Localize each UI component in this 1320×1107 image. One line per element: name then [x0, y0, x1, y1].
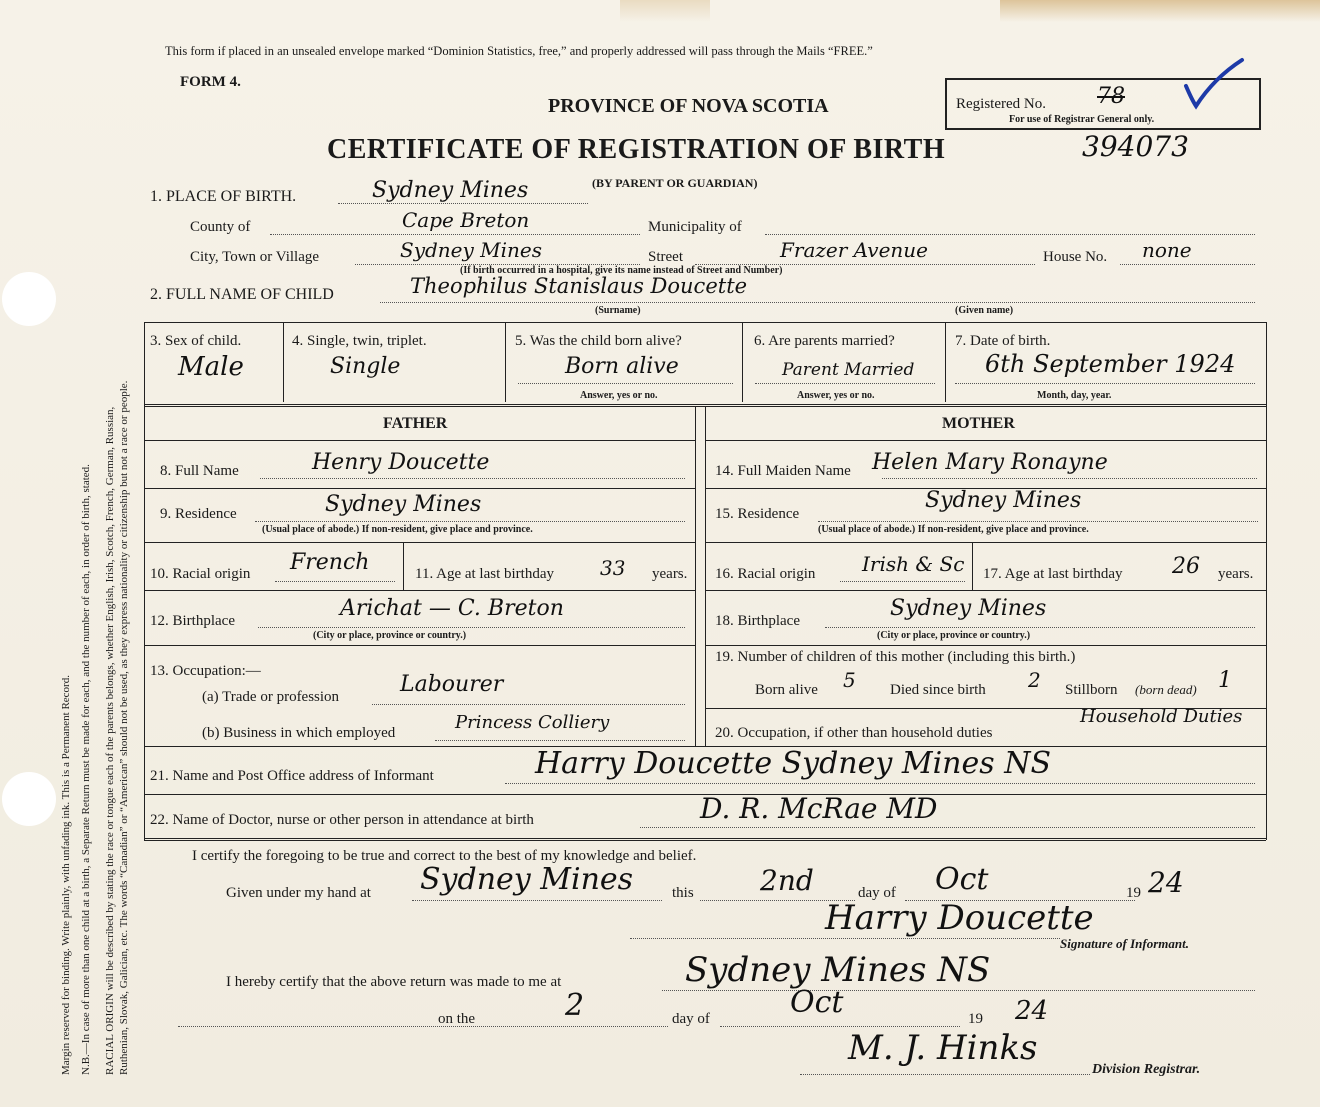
sex-label: 3. Sex of child. — [150, 333, 242, 349]
mother-occupation-label: 20. Occupation, if other than household duties — [715, 725, 993, 741]
mother-birthplace-label: 18. Birthplace — [715, 613, 800, 629]
married-label: 6. Are parents married? — [754, 333, 895, 349]
mother-years: years. — [1218, 566, 1254, 582]
city-label: City, Town or Village — [190, 249, 320, 265]
stamp-number: 394073 — [1082, 130, 1189, 163]
doctor-value: D. R. McRae MD — [700, 792, 938, 825]
mother-name-value: Helen Mary Ronayne — [872, 450, 1108, 475]
mother-birthplace-note: (City or place, province or country.) — [877, 630, 1031, 641]
day-value: 2nd — [760, 864, 814, 897]
street-value: Frazer Avenue — [780, 238, 929, 262]
on-the-label: on the — [438, 1011, 476, 1027]
given-label: Given under my hand at — [226, 885, 371, 901]
informant-signature: Harry Doucette — [825, 898, 1094, 938]
registrar-day-of: day of — [672, 1011, 710, 1027]
registered-label: Registered No. — [956, 96, 1046, 112]
alive-value: Born alive — [565, 354, 679, 379]
trade-label: (a) Trade or profession — [202, 689, 340, 705]
father-age-value: 33 — [600, 556, 626, 580]
father-age-label: 11. Age at last birthday — [415, 566, 554, 582]
mother-abode-note: (Usual place of abode.) If non-resident, give place and province. — [818, 524, 1089, 535]
mail-notice: This form if placed in an unsealed envelope marked “Dominion Statistics, free,” and properly addressed will pass through the Mails “FREE.” — [165, 44, 873, 58]
plurality-label: 4. Single, twin, triplet. — [292, 333, 427, 349]
registrar-signature: M. J. Hinks — [848, 1028, 1038, 1068]
city-value: Sydney Mines — [400, 238, 543, 262]
answer-note: Answer, yes or no. — [580, 390, 658, 401]
mother-heading: MOTHER — [942, 415, 1015, 432]
business-label: (b) Business in which employed — [202, 725, 396, 741]
registered-value: 78 — [1097, 84, 1125, 109]
margin-note: RACIAL ORIGIN will be described by stating the race or tongue each of the parents belongs, whether English, Irish, Scotch, French, German, Russian, — [104, 406, 116, 1075]
certify-text: I certify the foregoing to be true and correct to the best of my knowledge and belief. — [192, 848, 697, 864]
trade-value: Labourer — [400, 672, 504, 697]
year-value: 24 — [1148, 866, 1184, 899]
business-value: Princess Colliery — [455, 712, 610, 733]
mother-racial-value: Irish & Sc — [862, 552, 965, 576]
father-residence-value: Sydney Mines — [325, 492, 482, 517]
mother-age-value: 26 — [1172, 554, 1200, 579]
father-years: years. — [652, 566, 688, 582]
binding-hole — [2, 272, 56, 326]
mother-age-label: 17. Age at last birthday — [983, 566, 1123, 582]
informant-label: 21. Name and Post Office address of Informant — [150, 768, 434, 784]
given-place: Sydney Mines — [420, 862, 634, 897]
father-abode-note: (Usual place of abode.) If non-resident, give place and province. — [262, 524, 533, 535]
mother-racial-label: 16. Racial origin — [715, 566, 816, 582]
paper-stain — [1000, 0, 1320, 22]
mother-occupation-value: Household Duties — [1080, 706, 1243, 727]
page-title: CERTIFICATE OF REGISTRATION OF BIRTH — [327, 134, 946, 165]
place-value: Sydney Mines — [372, 178, 529, 203]
mother-residence-label: 15. Residence — [715, 506, 800, 522]
province-heading: PROVINCE OF NOVA SCOTIA — [548, 95, 829, 117]
dob-note: Month, day, year. — [1037, 390, 1112, 401]
father-birthplace-value: Arichat — C. Breton — [340, 596, 564, 621]
signature-label: Signature of Informant. — [1060, 936, 1189, 951]
margin-note: N.B.—In case of more than one child at a birth, a Separate Return must be made for each, and the number of each, in order of birth, stated. — [80, 464, 92, 1075]
child-name-value: Theophilus Stanislaus Doucette — [410, 274, 748, 298]
binding-hole — [2, 772, 56, 826]
this-label: this — [672, 885, 694, 901]
mother-residence-value: Sydney Mines — [925, 488, 1082, 513]
surname-note: (Surname) — [595, 305, 641, 316]
sex-value: Male — [178, 352, 244, 382]
father-name-label: 8. Full Name — [160, 463, 239, 479]
father-birthplace-note: (City or place, province or country.) — [313, 630, 467, 641]
born-alive-value: 5 — [843, 668, 856, 692]
father-residence-label: 9. Residence — [160, 506, 237, 522]
municipality-label: Municipality of — [648, 219, 742, 235]
registrar-certify-text: I hereby certify that the above return was made to me at — [226, 974, 562, 990]
born-alive-label: Born alive — [755, 682, 818, 698]
stillborn-label: Stillborn — [1065, 682, 1118, 698]
registrar-year-prefix: 19 — [968, 1011, 983, 1027]
dob-label: 7. Date of birth. — [955, 333, 1051, 349]
day-of-label: day of — [858, 885, 896, 901]
dob-value: 6th September 1924 — [985, 350, 1236, 378]
died-value: 2 — [1028, 668, 1041, 692]
father-birthplace-label: 12. Birthplace — [150, 613, 235, 629]
mother-name-label: 14. Full Maiden Name — [715, 463, 851, 479]
margin-note: Ruthenian, Slovak, Galician, etc. The words “Canadian” or “American” should not be used, as they express nationality or citizenship but not a race or people. — [118, 380, 130, 1075]
informant-value: Harry Doucette Sydney Mines NS — [535, 746, 1051, 781]
married-value: Parent Married — [782, 360, 915, 380]
answer-note: Answer, yes or no. — [797, 390, 875, 401]
stillborn-note: (born dead) — [1135, 682, 1197, 697]
registrar-label: Division Registrar. — [1092, 1062, 1201, 1077]
county-value: Cape Breton — [402, 208, 530, 232]
children-label: 19. Number of children of this mother (including this birth.) — [715, 649, 1076, 665]
father-name-value: Henry Doucette — [312, 450, 490, 475]
father-heading: FATHER — [383, 415, 448, 432]
father-occupation-label: 13. Occupation:— — [150, 663, 261, 679]
margin-note: Margin reserved for binding. Write plainly, with unfading ink. This is a Permanent Record. — [60, 675, 72, 1075]
father-racial-value: French — [290, 550, 370, 575]
form-number: FORM 4. — [180, 74, 241, 90]
house-value: none — [1142, 238, 1192, 262]
given-note: (Given name) — [955, 305, 1014, 316]
county-label: County of — [190, 219, 251, 235]
house-label: House No. — [1043, 249, 1108, 265]
checkmark-icon — [1180, 56, 1250, 112]
mother-birthplace-value: Sydney Mines — [890, 596, 1047, 621]
alive-label: 5. Was the child born alive? — [515, 333, 682, 349]
year-prefix: 19 — [1126, 885, 1141, 901]
doctor-label: 22. Name of Doctor, nurse or other person in attendance at birth — [150, 812, 534, 828]
registrar-month: Oct — [790, 985, 844, 1020]
paper-stain — [620, 0, 710, 22]
died-label: Died since birth — [890, 682, 986, 698]
place-label: 1. PLACE OF BIRTH. — [150, 188, 297, 205]
registrar-day: 2 — [565, 988, 585, 1023]
father-racial-label: 10. Racial origin — [150, 566, 251, 582]
child-name-label: 2. FULL NAME OF CHILD — [150, 286, 334, 303]
month-value: Oct — [935, 862, 989, 897]
plurality-value: Single — [330, 354, 401, 379]
hospital-note: (If birth occurred in a hospital, give its name instead of Street and Number) — [460, 265, 783, 276]
subtitle: (BY PARENT OR GUARDIAN) — [592, 176, 758, 190]
street-label: Street — [648, 249, 683, 265]
registrar-year: 24 — [1015, 996, 1049, 1026]
registrar-place: Sydney Mines NS — [685, 950, 991, 990]
registrar-note: For use of Registrar General only. — [1009, 114, 1155, 125]
stillborn-value: 1 — [1218, 668, 1232, 693]
